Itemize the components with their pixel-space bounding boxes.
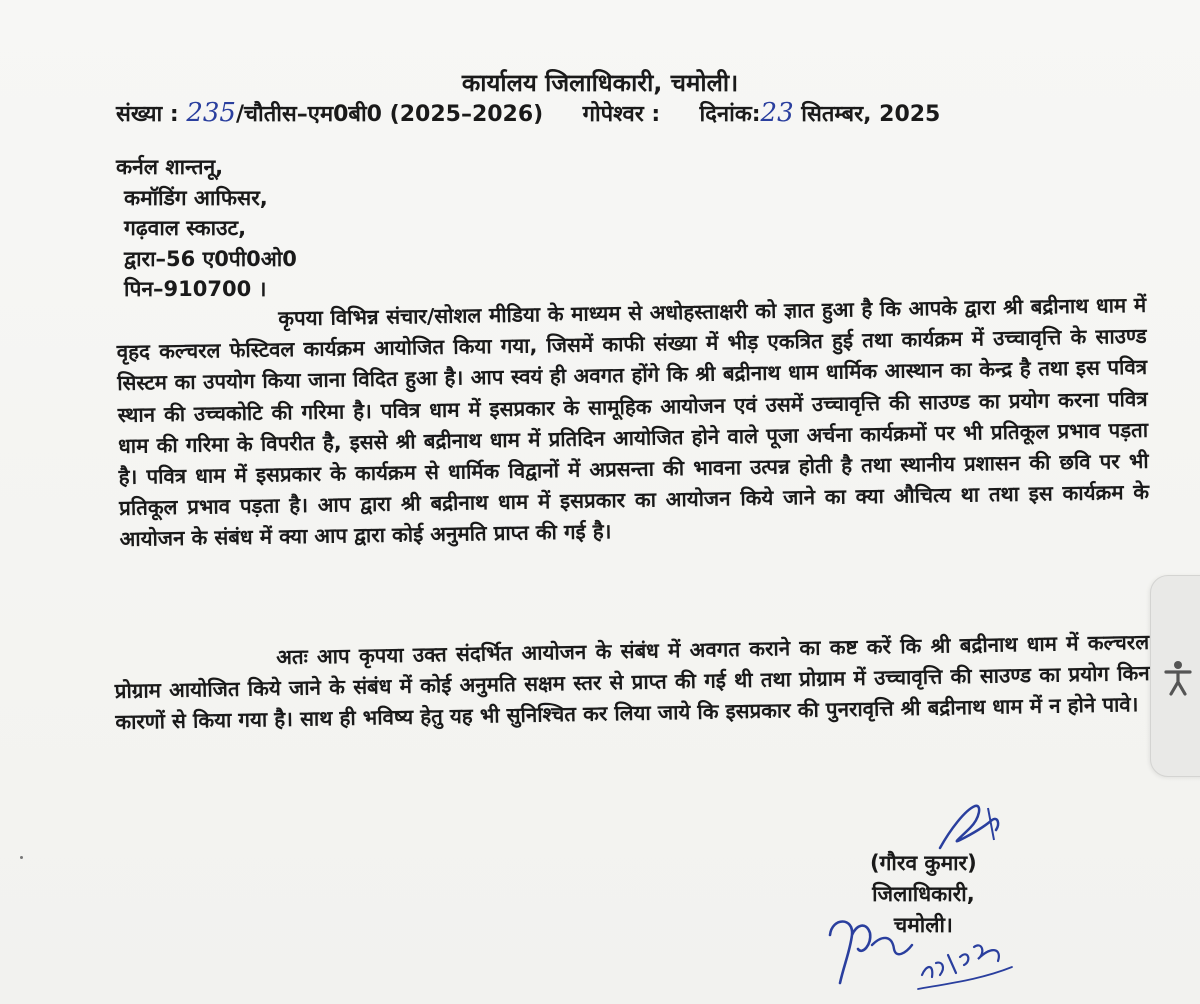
paragraph-text: कृपया विभिन्न संचार/सोशल मीडिया के माध्यम से अधोहस्ताक्षरी को ज्ञात हुआ है कि आपके द्वारा श्री बद्रीनाथ धाम में वृहद कल्चरल फेस्टिवल कार्यक्रम आयोजित किया गया, जिसमें काफी संख्या में भीड़ एकत्रित हुई तथा कार्यक्रम में उच्चावृत्ति के साउण्ड सिस्टम का उपयोग किया जाना विदित हुआ है। आप स्वयं ही अवगत होंगे कि श्री बद्रीनाथ धाम धार्मिक आस्थान का केन्द्र है तथा इस पवित्र स्थान की उच्चकोटि की गरिमा है। पवित्र धाम में इसप्रकार के सामूहिक आयोजन एवं उसमें उच्चावृत्ति की साउण्ड का प्रयोग करना पवित्र धाम की गरिमा के विपरीत है, इससे श्री बद्रीनाथ धाम में प्रतिदिन आयोजित होने वाले पूजा अर्चना कार्यक्रमों पर भी प्रतिकूल प्रभाव पड़ता है। पवित्र धाम में इसप्रकार के कार्यक्रम से धार्मिक विद्वानों में अप्रसन्ता की भावना उत्पन्न होती है तथा स्थानीय प्रशासन की छवि पर भी प्रतिकूल प्रभाव पड़ता है। आप द्वारा श्री बद्रीनाथ धाम में इसप्रकार का आयोजन किये जाने का क्या औचित्य था तथा इस कार्यक्रम के आयोजन के संबंध में क्या आप द्वारा कोई अनुमति प्राप्त की गई है।: [116, 292, 1150, 552]
ref-label: संख्या :: [116, 102, 179, 127]
body-paragraph-2: [114, 627, 1150, 739]
signatory-designation: जिलाधिकारी,: [872, 882, 975, 906]
recipient-line: द्वारा–56 ए0पी0ओ0: [124, 246, 297, 271]
recipient-address: [116, 152, 297, 305]
accessibility-icon: [1163, 660, 1193, 696]
recipient-line: पिन–910700 ।: [124, 277, 267, 301]
paragraph-text: अतः आप कृपया उक्त संदर्भित आयोजन के संबंध में अवगत कराने का कष्ट करें कि श्री बद्रीनाथ धाम में कल्चरल प्रोग्राम आयोजित किये जाने के संबंध में कोई अनुमति सक्षम स्तर से प्राप्त की गई थी तथा प्रोग्राम में उच्चावृत्ति की साउण्ड का प्रयोग किन कारणों से किया गया है। साथ ही भविष्य हेतु यह भी सुनिश्चित कर लिया जाये कि इसप्रकार की पुनरावृत्ति श्री बद्रीनाथ धाम में न होने पावे।: [114, 629, 1150, 735]
ref-place: गोपेश्वर :: [582, 102, 661, 127]
ref-suffix: /चौतीस–एम0बी0 (2025–2026): [235, 102, 544, 127]
body-paragraph-1: [116, 290, 1150, 556]
ref-date-day-handwritten: 23: [760, 98, 794, 128]
accessibility-button[interactable]: [1150, 575, 1200, 777]
reference-line: [116, 98, 940, 128]
recipient-name: कर्नल शान्तनू,: [116, 155, 224, 179]
recipient-line: कमॉडिंग आफिसर,: [124, 185, 268, 210]
signatory-place: चमोली।: [893, 913, 953, 937]
ref-date-label: दिनांक:: [699, 102, 761, 127]
recipient-line: गढ़वाल स्काउट,: [124, 216, 247, 240]
office-heading: कार्यालय जिलाधिकारी, चमोली।: [461, 69, 739, 97]
signatory-name: (गौरव कुमार): [870, 851, 977, 875]
ref-number-handwritten: 235: [186, 98, 236, 128]
handwritten-initials: [822, 905, 1042, 995]
ref-date-rest: सितम्बर, 2025: [801, 102, 941, 127]
